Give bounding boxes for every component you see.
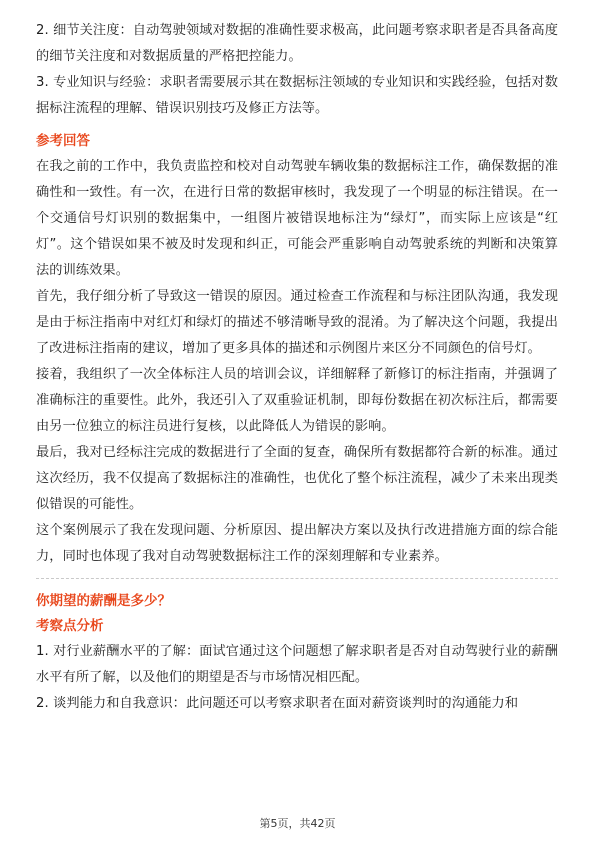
reference-paragraph-4: 最后，我对已经标注完成的数据进行了全面的复查，确保所有数据都符合新的标准。通过这次经历，我不仅提高了数据标注的准确性，也优化了整个标注流程，减少了未来出现类似错误的可能性。 (36, 445, 558, 512)
reference-answer-heading: 参考回答 (36, 133, 90, 149)
reference-paragraph-3: 接着，我组织了一次全体标注人员的培训会议，详细解释了新修订的标注指南，并强调了准确标注的重要性。此外，我还引入了双重验证机制，即每份数据在初次标注后，都需要由另一位独立的标注员进行复核，以此降低人为错误的影响。 (36, 367, 558, 434)
point-professional-knowledge: 3. 专业知识与经验：求职者需要展示其在数据标注领域的专业知识和实践经验，包括对数据标注流程的理解、错误识别技巧及修正方法等。 (36, 75, 558, 116)
analysis-point-2: 2. 谈判能力和自我意识：此问题还可以考察求职者在面对薪资谈判时的沟通能力和 (36, 696, 519, 711)
question-heading: 你期望的薪酬是多少？ (36, 593, 171, 609)
page-number-footer: 第5页，共42页 (259, 817, 336, 830)
analysis-heading: 考察点分析 (36, 618, 104, 634)
document-page (36, 18, 558, 717)
reference-paragraph-5: 这个案例展示了我在发现问题、分析原因、提出解决方案以及执行改进措施方面的综合能力，同时也体现了我对自动驾驶数据标注工作的深刻理解和专业素养。 (36, 523, 558, 564)
analysis-point-1: 1. 对行业薪酬水平的了解：面试官通过这个问题想了解求职者是否对自动驾驶行业的薪酬水平有所了解，以及他们的期望是否与市场情况相匹配。 (36, 644, 558, 685)
reference-paragraph-1: 在我之前的工作中，我负责监控和校对自动驾驶车辆收集的数据标注工作，确保数据的准确性和一致性。有一次，在进行日常的数据审核时，我发现了一个明显的标注错误。在一个交通信号灯识别的数据集中，一组图片被错误地标注为“绿灯”，而实际上应该是“红灯”。这个错误如果不被及时发现和纠正，可能会严重影响自动驾驶系统的判断和决策算法的训练效果。 (36, 159, 558, 278)
section-divider (36, 578, 558, 579)
reference-paragraph-2: 首先，我仔细分析了导致这一错误的原因。通过检查工作流程和与标注团队沟通，我发现是由于标注指南中对红灯和绿灯的描述不够清晰导致的混淆。为了解决这个问题，我提出了改进标注指南的建议，增加了更多具体的描述和示例图片来区分不同颜色的信号灯。 (36, 289, 558, 356)
point-attention-to-detail: 2. 细节关注度：自动驾驶领域对数据的准确性要求极高，此问题考察求职者是否具备高度的细节关注度和对数据质量的严格把控能力。 (36, 23, 558, 64)
